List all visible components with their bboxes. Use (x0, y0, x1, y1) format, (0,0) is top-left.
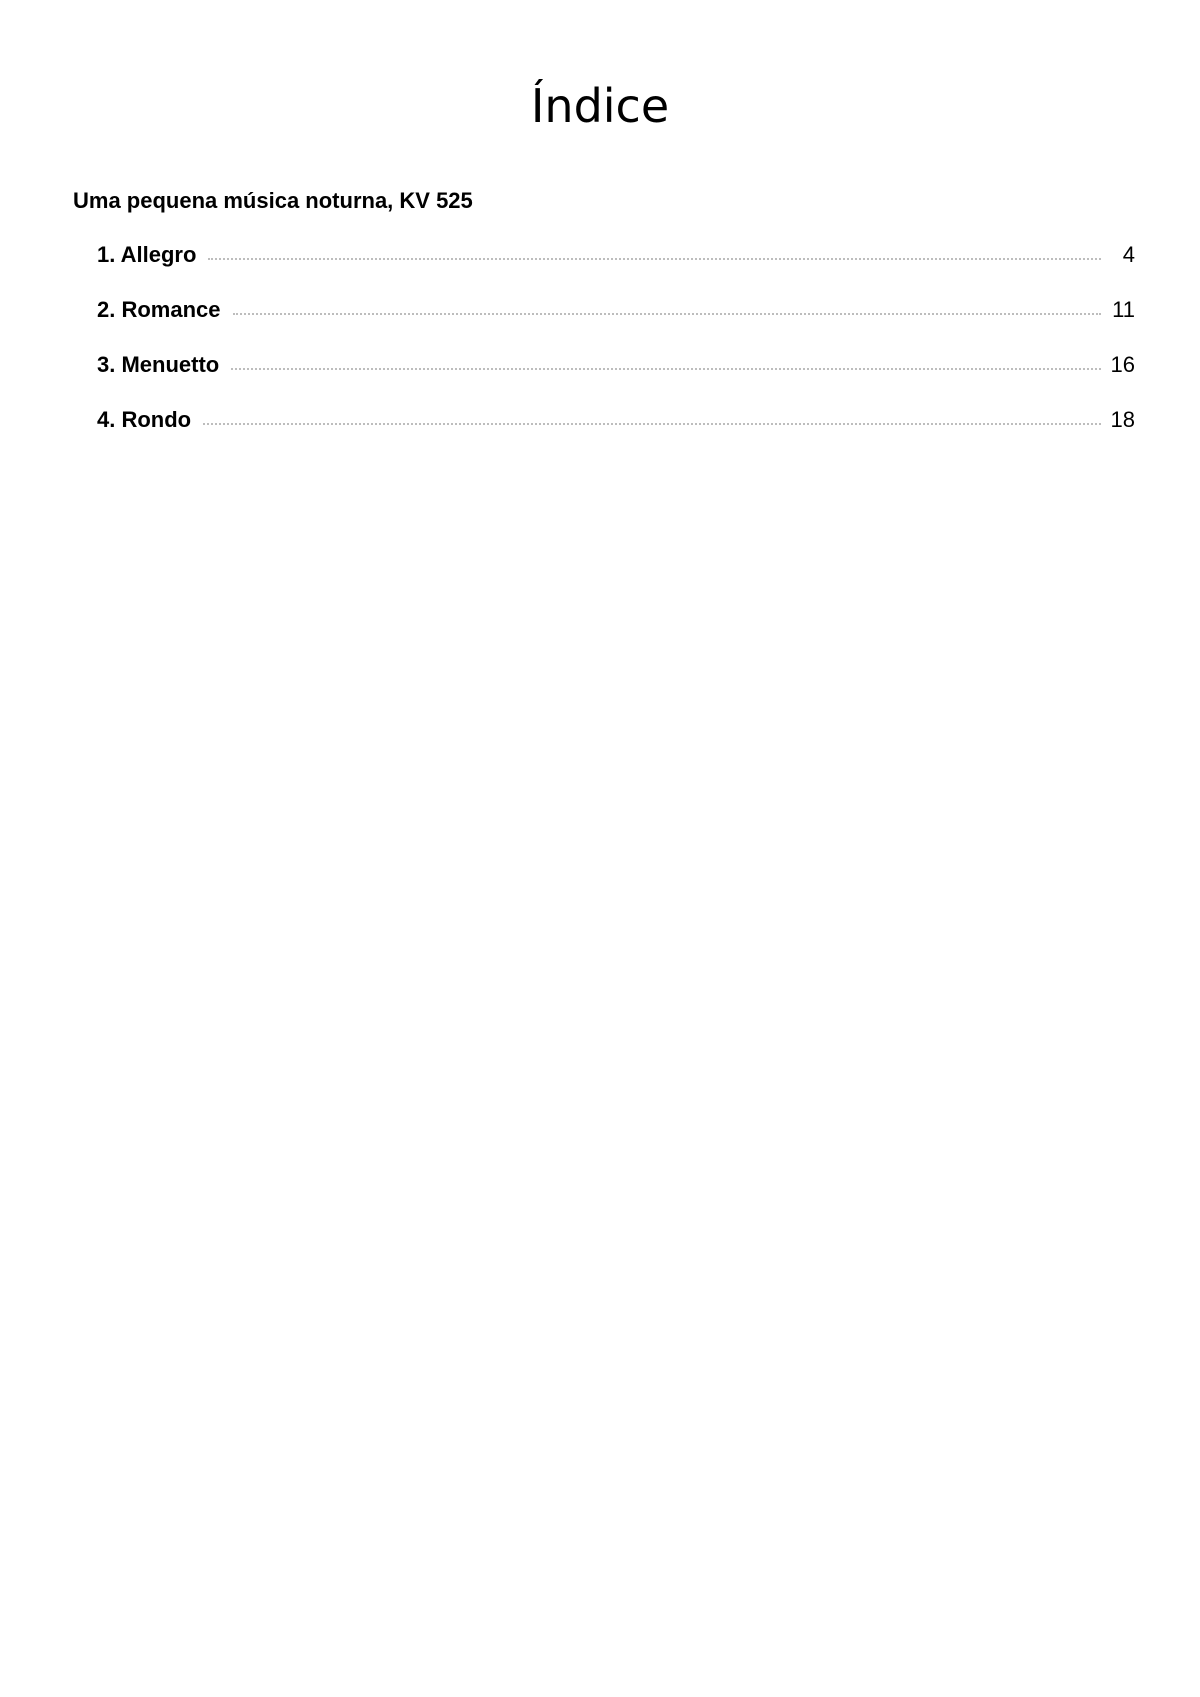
page-title: Índice (530, 79, 670, 133)
toc-entry-label[interactable]: 1. Allegro (97, 242, 197, 267)
toc-entry-allegro[interactable] (97, 240, 1135, 295)
section-heading: Uma pequena música noturna, KV 525 (73, 188, 473, 213)
toc-entry-menuetto[interactable] (97, 350, 1135, 405)
dot-leader (203, 423, 1100, 425)
toc-entry-page-number[interactable]: 11 (1112, 297, 1135, 322)
toc-entry-page-number[interactable]: 18 (1110, 407, 1135, 432)
toc-entry-label[interactable]: 2. Romance (97, 297, 221, 322)
toc-list (97, 240, 1135, 460)
toc-entry-page-number[interactable]: 16 (1110, 352, 1135, 377)
toc-entry-rondo[interactable] (97, 405, 1135, 460)
dot-leader (208, 258, 1101, 260)
toc-entry-romance[interactable] (97, 295, 1135, 350)
toc-entry-label[interactable]: 3. Menuetto (97, 352, 220, 377)
dot-leader (231, 368, 1100, 370)
toc-entry-label[interactable]: 4. Rondo (97, 407, 192, 432)
dot-leader (233, 313, 1102, 315)
toc-entry-page-number[interactable]: 4 (1122, 242, 1135, 267)
